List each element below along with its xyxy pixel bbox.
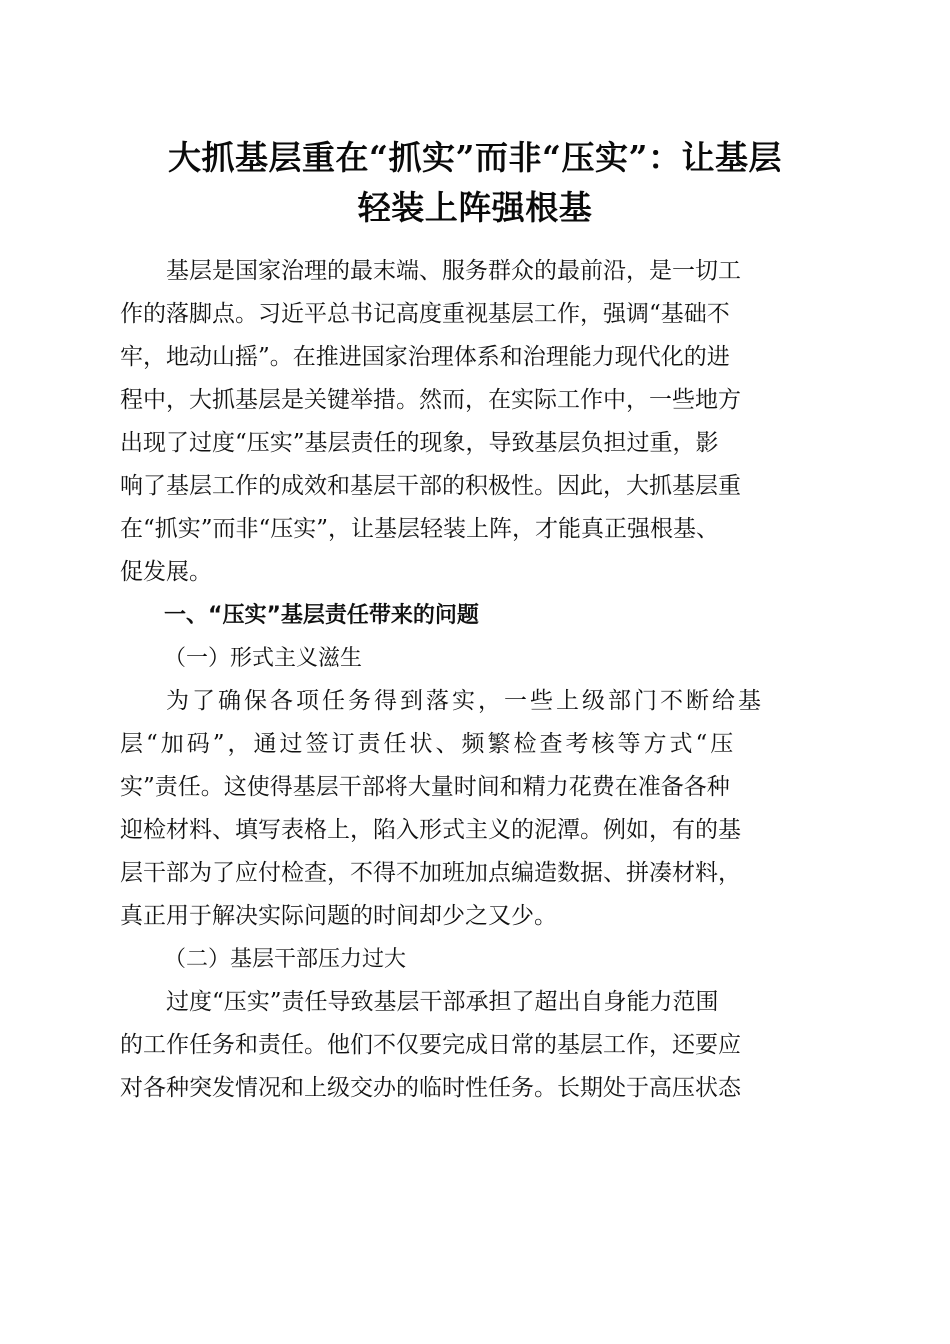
- sub2-line: 对各种突发情况和上级交办的临时性任务。长期处于高压状态: [120, 1075, 741, 1101]
- document-body: [120, 250, 832, 1110]
- section-heading-1: 一、“压实”基层责任带来的问题: [164, 603, 479, 628]
- intro-line: 牢，地动山摇”。在推进国家治理体系和治理能力现代化的进: [120, 344, 730, 370]
- intro-line: 作的落脚点。习近平总书记高度重视基层工作，强调“基础不: [120, 301, 730, 327]
- sub1-line: 实”责任。这使得基层干部将大量时间和精力花费在准备各种: [120, 774, 730, 800]
- sub1-line: 层“加码”，通过签订责任状、频繁检查考核等方式“压: [120, 731, 737, 757]
- sub2-line: 过度“压实”责任导致基层干部承担了超出自身能力范围: [166, 989, 719, 1015]
- intro-line: 基层是国家治理的最末端、服务群众的最前沿，是一切工: [166, 258, 741, 284]
- document-title: [110, 133, 840, 233]
- subsection-2-paragraph: [120, 981, 832, 1110]
- title-line-2: 轻装上阵强根基: [357, 188, 593, 227]
- intro-line: 响了基层工作的成效和基层干部的积极性。因此，大抓基层重: [120, 473, 741, 499]
- sub1-line: 层干部为了应付检查，不得不加班加点编造数据、拼凑材料，: [120, 860, 741, 886]
- intro-line: 出现了过度“压实”基层责任的现象，导致基层负担过重，影: [120, 430, 719, 456]
- intro-line: 促发展。: [120, 559, 212, 585]
- sub1-line: 迎检材料、填写表格上，陷入形式主义的泥潭。例如，有的基: [120, 817, 741, 843]
- sub1-line: 为了确保各项任务得到落实，一些上级部门不断给基: [166, 688, 764, 714]
- subsection-heading-1: （一）形式主义滋生: [164, 646, 363, 671]
- subsection-heading-2: （二）基层干部压力过大: [164, 947, 407, 972]
- intro-line: 在“抓实”而非“压实”，让基层轻装上阵，才能真正强根基、: [120, 516, 720, 542]
- sub1-line: 真正用于解决实际问题的时间却少之又少。: [120, 903, 557, 929]
- title-line-1: 大抓基层重在“抓实”而非“压实”：让基层: [168, 138, 782, 177]
- intro-line: 程中，大抓基层是关键举措。然而，在实际工作中，一些地方: [120, 387, 741, 413]
- sub2-line: 的工作任务和责任。他们不仅要完成日常的基层工作，还要应: [120, 1032, 741, 1058]
- subsection-1-paragraph: [120, 680, 832, 938]
- intro-paragraph: [120, 250, 832, 594]
